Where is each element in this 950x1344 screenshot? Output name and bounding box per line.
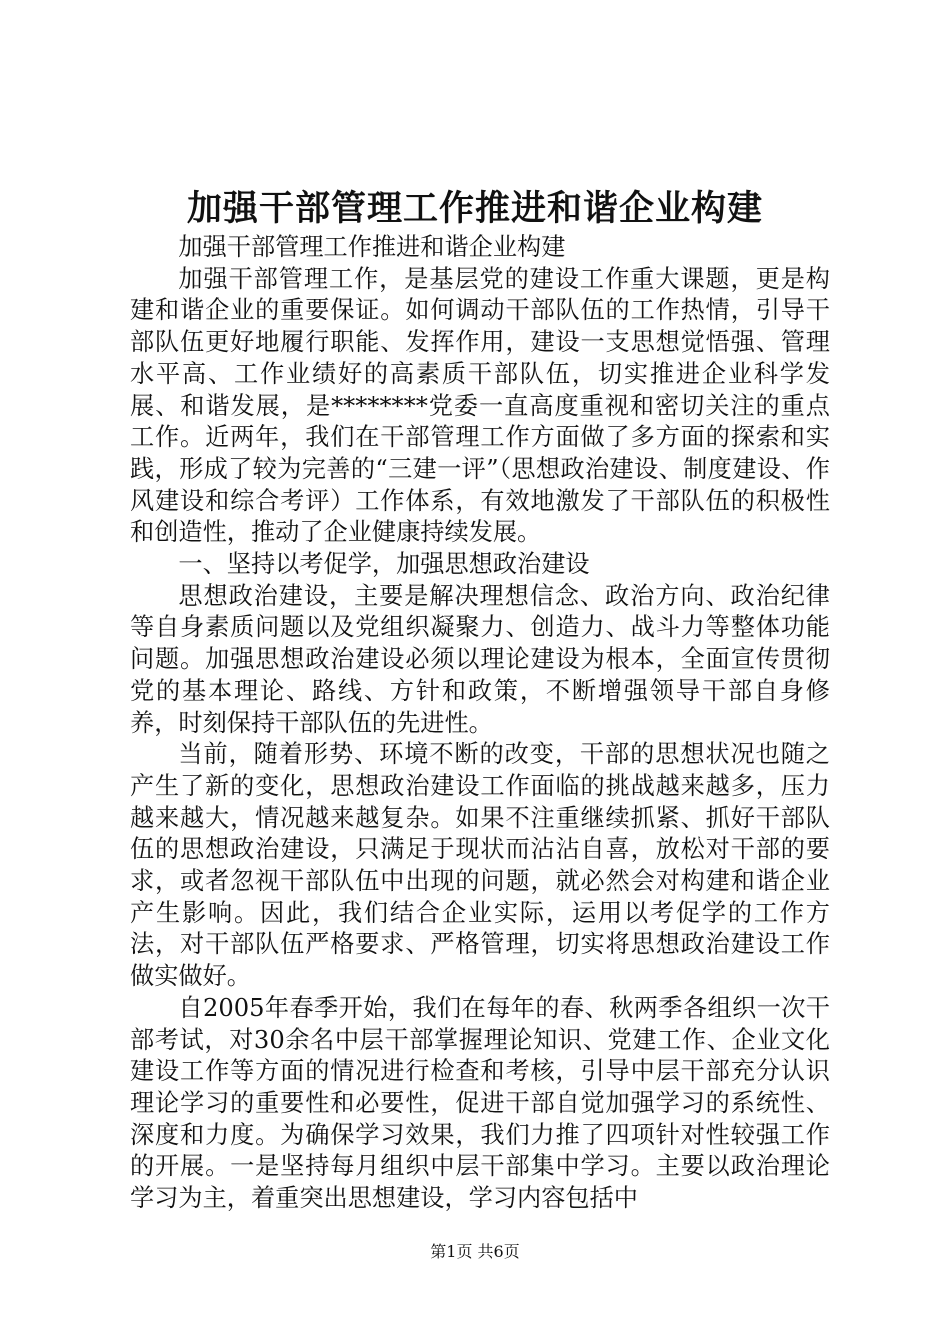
intro-paragraph: 加强干部管理工作，是基层党的建设工作重大课题，更是构建和谐企业的重要保证。如何调动干部队伍的工作热情，引导干部队伍更好地履行职能、发挥作用，建设一支思想觉悟强、管理水平高、工作业绩好的高素质干部队伍，切实推进企业科学发展、和谐发展，是********党委一直高度重视和密切关注的重点工作。近两年，我们在干部管理工作方面做了多方面的探索和实践，形成了较为完善的“三建一评”（思想政治建设、制度建设、作风建设和综合考评）工作体系，有效地激发了干部队伍的积极性和创造性，推动了企业健康持续发展。: [130, 264, 830, 547]
body-paragraph: 思想政治建设，主要是解决理想信念、政治方向、政治纪律等自身素质问题以及党组织凝聚力、创造力、战斗力等整体功能问题。加强思想政治建设必须以理论建设为根本，全面宣传贯彻党的基本理论、路线、方针和政策，不断增强领导干部自身修养，时刻保持干部队伍的先进性。: [130, 581, 830, 737]
page-number: 第1页 共6页: [430, 1242, 520, 1261]
body-paragraph: 当前，随着形势、环境不断的改变，干部的思想状况也随之产生了新的变化，思想政治建设工作面临的挑战越来越多，压力越来越大，情况越来越复杂。如果不注重继续抓紧、抓好干部队伍的思想政治建设，只满足于现状而沾沾自喜，放松对干部的要求，或者忽视干部队伍中出现的问题，就必然会对构建和谐企业产生影响。因此，我们结合企业实际，运用以考促学的工作方法，对干部队伍严格要求、严格管理，切实将思想政治建设工作做实做好。: [130, 740, 830, 991]
document-body: [130, 232, 830, 1215]
body-paragraph: 自2005年春季开始，我们在每年的春、秋两季各组织一次干部考试，对30余名中层干部掌握理论知识、党建工作、企业文化建设工作等方面的情况进行检查和考核，引导中层干部充分认识理论学习的重要性和必要性，促进干部自觉加强学习的系统性、深度和力度。为确保学习效果，我们力推了四项针对性较强工作的开展。一是坚持每月组织中层干部集中学习。主要以政治理论学习为主，着重突出思想建设，学习内容包括中: [130, 993, 830, 1213]
document-title: 加强干部管理工作推进和谐企业构建: [186, 188, 763, 229]
subtitle-paragraph: 加强干部管理工作推进和谐企业构建: [178, 233, 566, 261]
section-heading: 一、坚持以考促学，加强思想政治建设: [178, 550, 590, 579]
